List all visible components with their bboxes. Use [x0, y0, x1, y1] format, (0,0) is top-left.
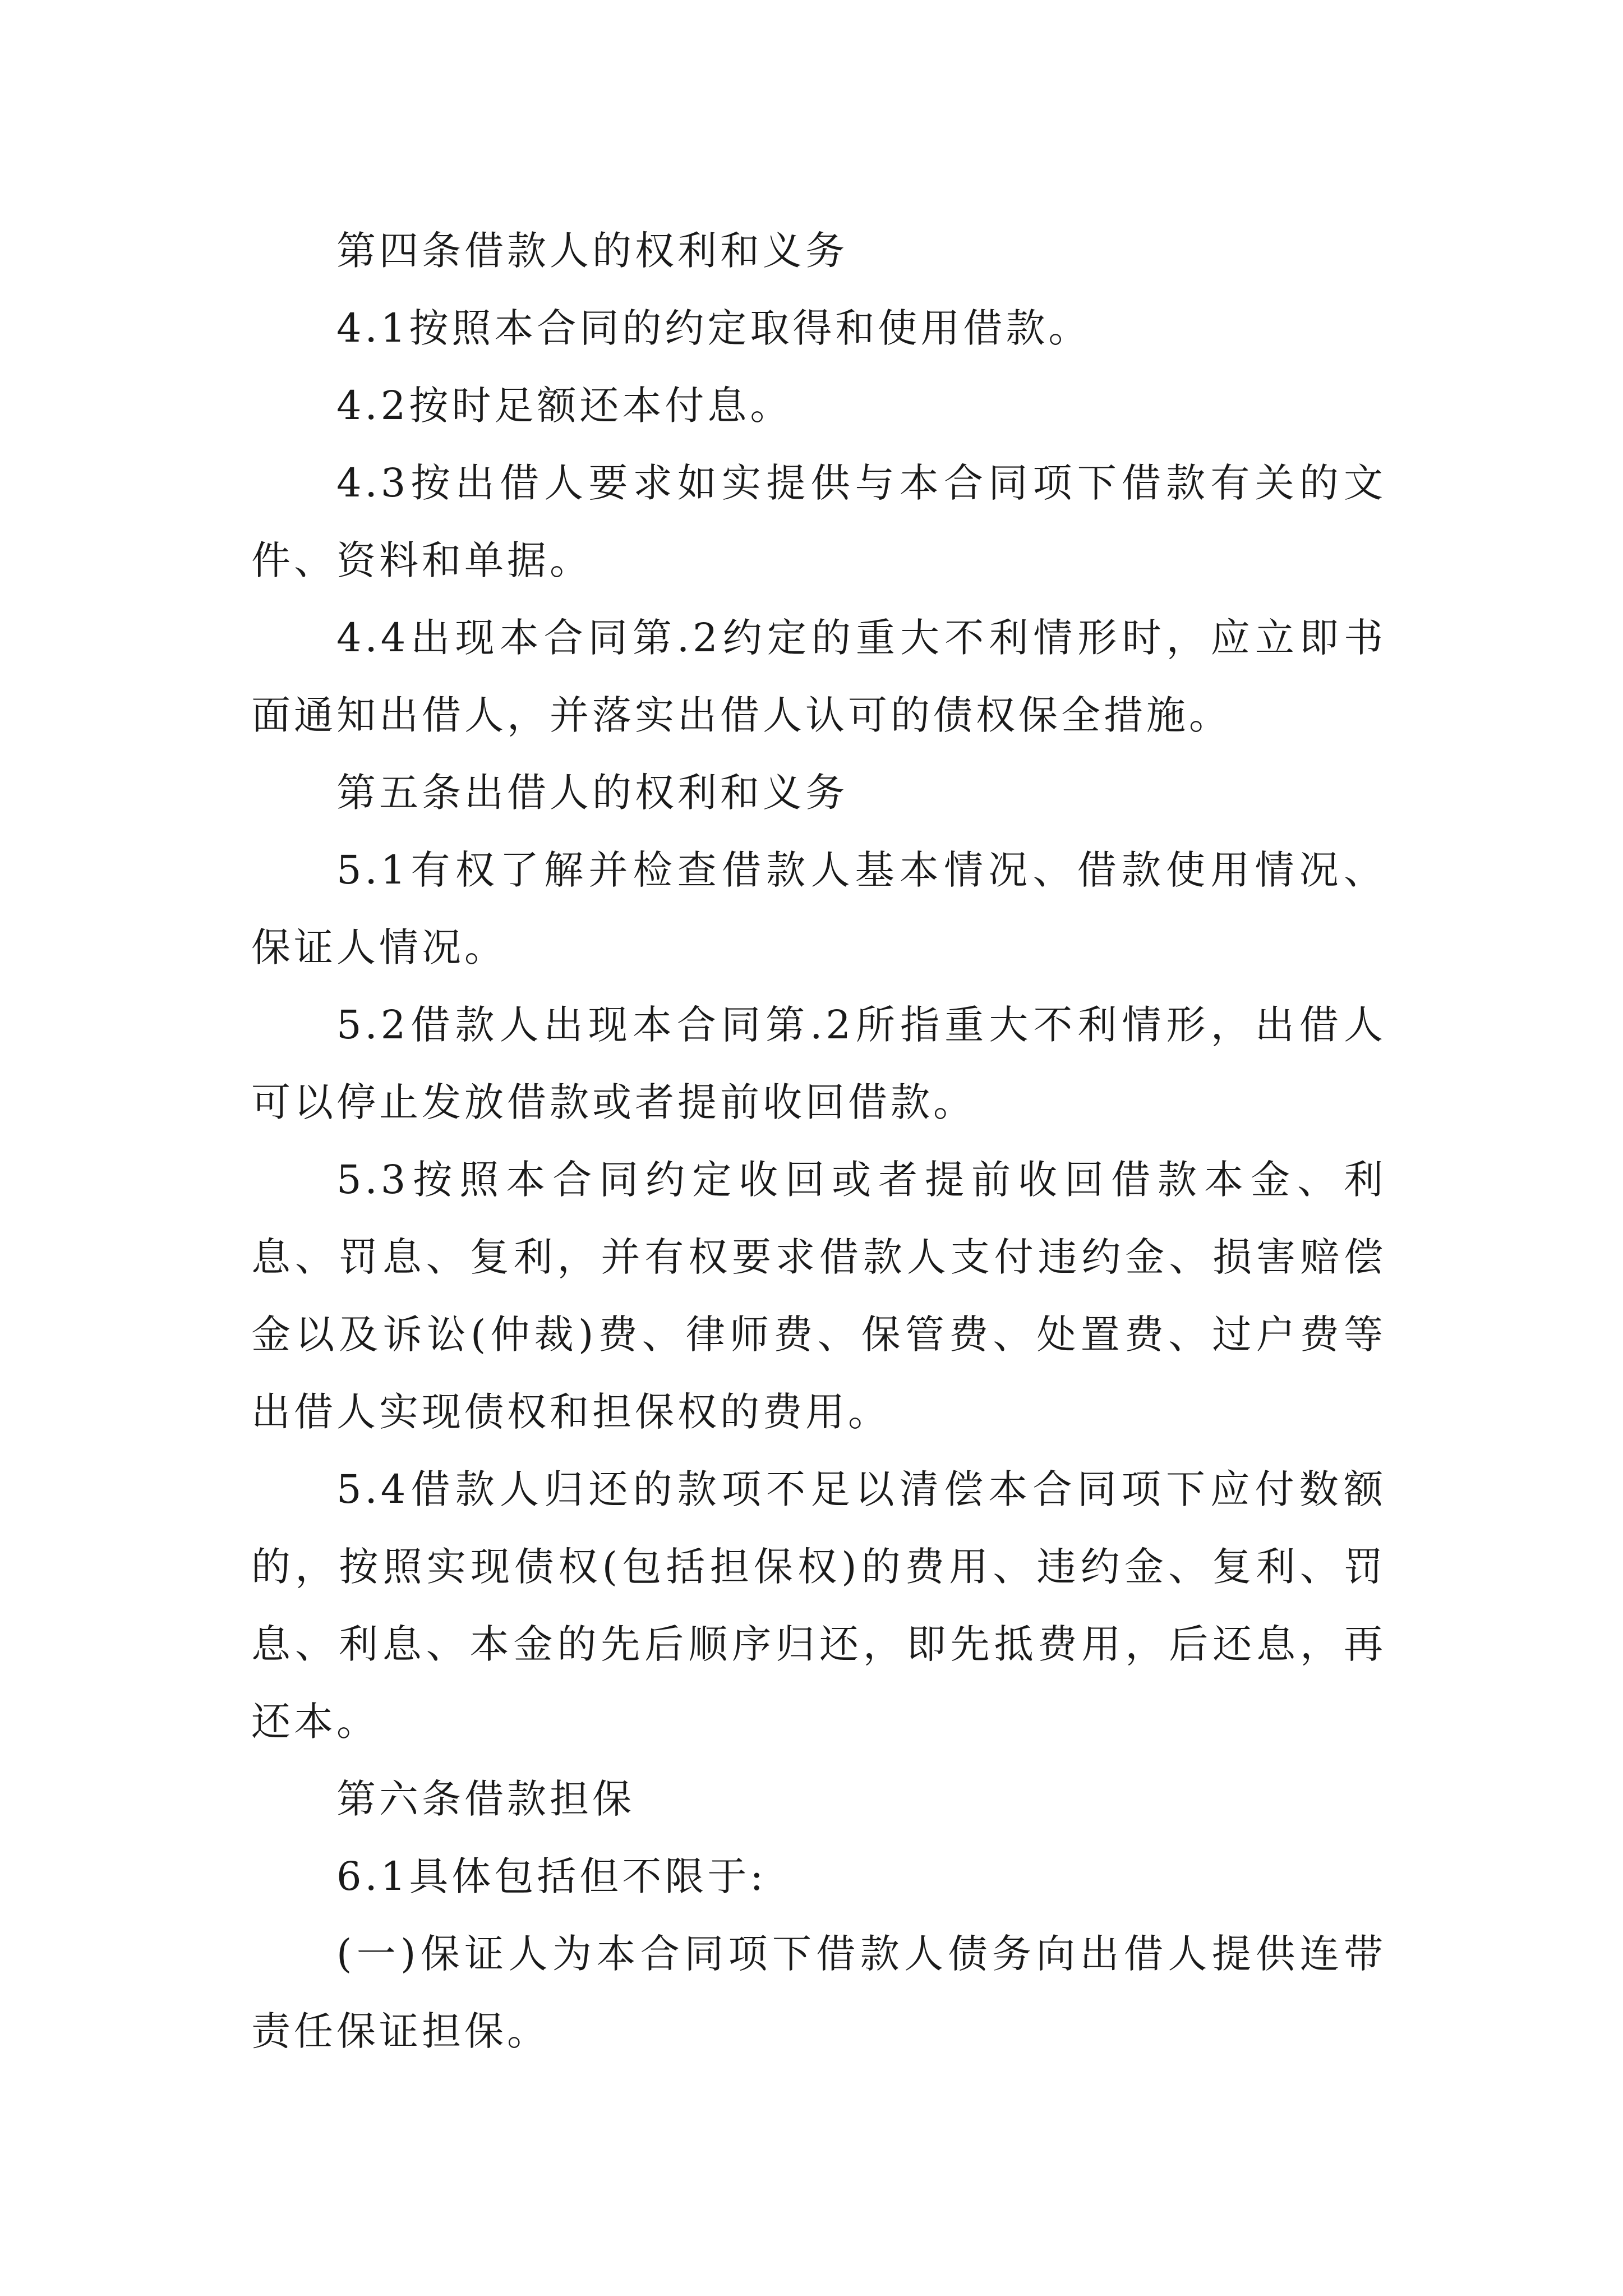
clause-6-1: 6.1具体包括但不限于: — [336, 1853, 767, 1899]
clause-5-4: 5.4借款人归还的款项不足以清偿本合同项下应付数额的，按照实现债权(包括担保权)的费用、违约金、复利、罚息、利息、本金的先后顺序归还，即先抵费用，后还息，再还本。 — [251, 1466, 1386, 1745]
clause-5-2: 5.2借款人出现本合同第.2所指重大不利情形，出借人可以停止发放借款或者提前收回借款。 — [251, 1002, 1386, 1125]
clause-4-4: 4.4出现本合同第.2约定的重大不利情形时，应立即书面通知出借人，并落实出借人认可的债权保全措施。 — [251, 615, 1386, 738]
clause-5-1: 5.1有权了解并检查借款人基本情况、借款使用情况、保证人情况。 — [251, 847, 1386, 970]
document-body — [251, 212, 1386, 2070]
article-5-heading: 第五条出借人的权利和义务 — [336, 770, 848, 816]
article-4-heading: 第四条借款人的权利和义务 — [336, 228, 848, 274]
clause-4-3: 4.3按出借人要求如实提供与本合同项下借款有关的文件、资料和单据。 — [251, 460, 1386, 583]
clause-4-1: 4.1按照本合同的约定取得和使用借款。 — [336, 305, 1091, 351]
clause-4-2: 4.2按时足额还本付息。 — [336, 383, 793, 429]
clause-6-1-item-1: (一)保证人为本合同项下借款人债务向出借人提供连带责任保证担保。 — [251, 1931, 1386, 2054]
article-6-heading: 第六条借款担保 — [336, 1776, 635, 1822]
clause-5-3: 5.3按照本合同约定收回或者提前收回借款本金、利息、罚息、复利，并有权要求借款人支付违约金、损害赔偿金以及诉讼(仲裁)费、律师费、保管费、处置费、过户费等出借人实现债权和担保权的费用。 — [251, 1157, 1386, 1435]
